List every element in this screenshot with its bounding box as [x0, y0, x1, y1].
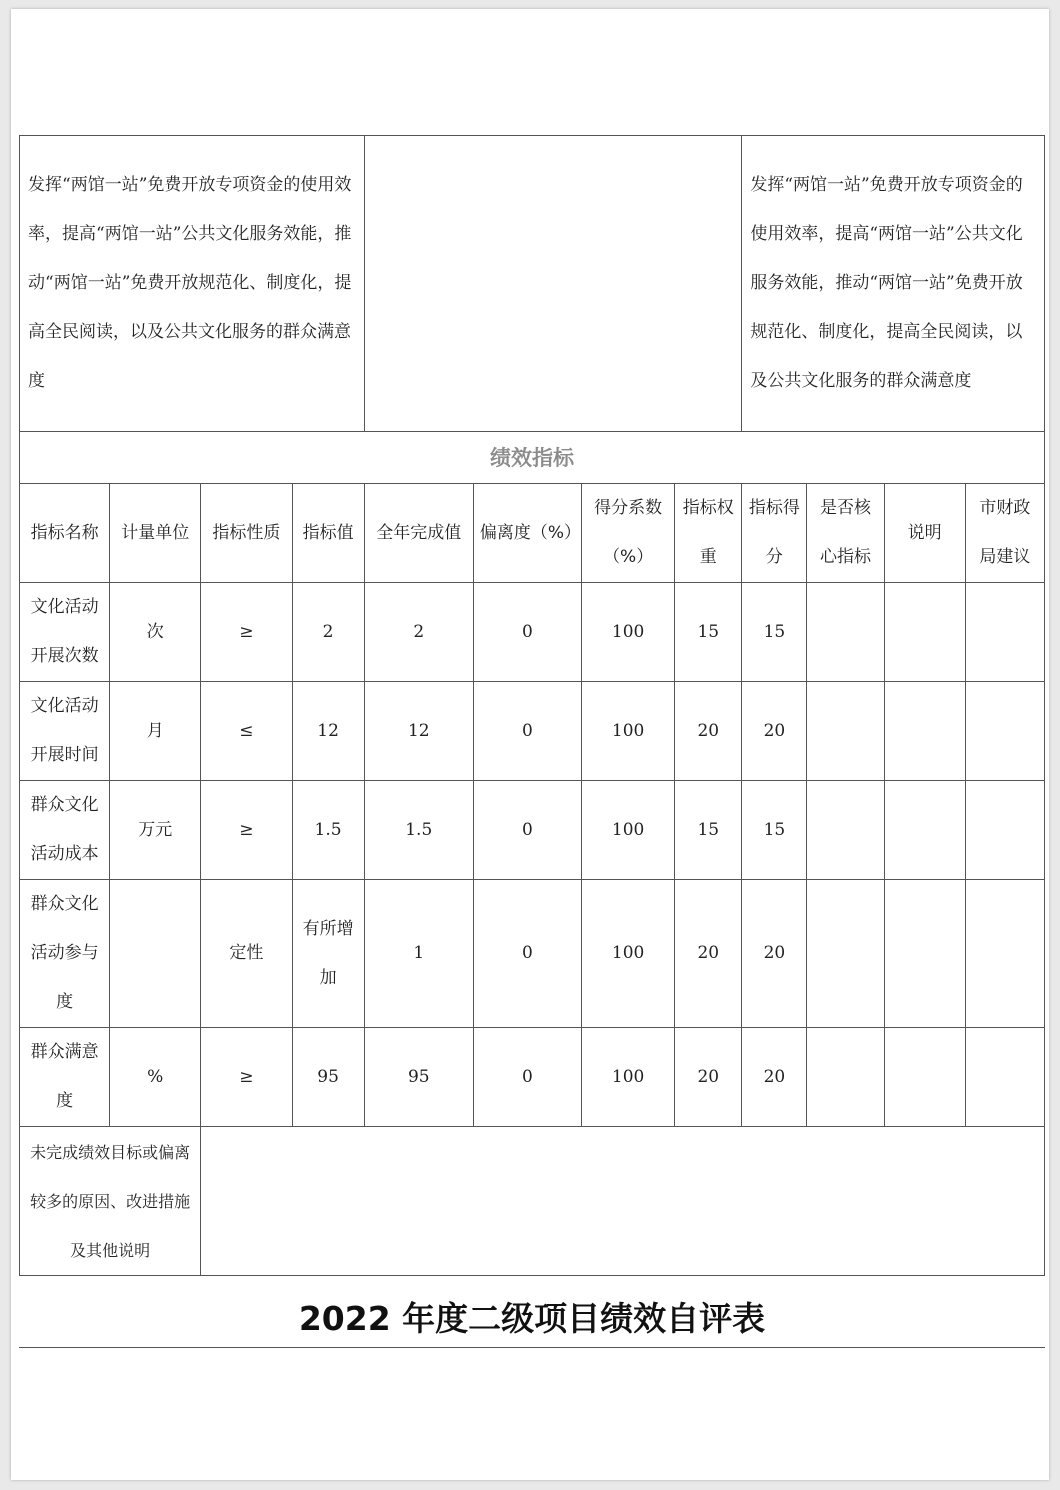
- indicator-name: 群众文化活动成本: [20, 781, 110, 880]
- document-title: 2022 年度二级项目绩效自评表: [298, 1299, 766, 1338]
- nature-cell: ≥: [201, 781, 292, 880]
- weight-cell: 20: [675, 682, 742, 781]
- coef-cell: 100: [582, 583, 675, 682]
- table-row: [20, 880, 1045, 1028]
- score-cell: 20: [742, 1028, 807, 1127]
- core-cell: [807, 1028, 884, 1127]
- table-row: [20, 1028, 1045, 1127]
- table-row: [20, 682, 1045, 781]
- unit-cell: [110, 880, 201, 1028]
- header-cell: 说明: [884, 484, 965, 583]
- section-title: 绩效指标: [20, 432, 1045, 484]
- advice-cell: [965, 880, 1044, 1028]
- advice-cell: [965, 583, 1044, 682]
- nature-cell: 定性: [201, 880, 292, 1028]
- nature-cell: ≥: [201, 1028, 292, 1127]
- remarks-label: 未完成绩效目标或偏离较多的原因、改进措施及其他说明: [20, 1127, 201, 1276]
- header-cell: 指标名称: [20, 484, 110, 583]
- core-cell: [807, 880, 884, 1028]
- indicator-name: 群众文化活动参与度: [20, 880, 110, 1028]
- remarks-row: [20, 1127, 1045, 1276]
- target-cell: 有所增加: [292, 880, 364, 1028]
- header-row: [20, 484, 1045, 583]
- header-cell: 得分系数（%）: [582, 484, 675, 583]
- actual-cell: 1: [364, 880, 473, 1028]
- deviation-cell: 0: [473, 583, 581, 682]
- note-cell: [884, 583, 965, 682]
- actual-cell: 2: [364, 583, 473, 682]
- header-cell: 偏离度（%）: [473, 484, 581, 583]
- core-cell: [807, 781, 884, 880]
- core-cell: [807, 682, 884, 781]
- header-cell: 市财政局建议: [965, 484, 1044, 583]
- deviation-cell: 0: [473, 1028, 581, 1127]
- advice-cell: [965, 682, 1044, 781]
- weight-cell: 15: [675, 781, 742, 880]
- weight-cell: 15: [675, 583, 742, 682]
- deviation-cell: 0: [473, 781, 581, 880]
- header-cell: 指标值: [292, 484, 364, 583]
- table-row: [20, 583, 1045, 682]
- performance-table: [19, 135, 1045, 1276]
- indicator-name: 群众满意度: [20, 1028, 110, 1127]
- coef-cell: 100: [582, 682, 675, 781]
- section-row: [20, 432, 1045, 484]
- unit-cell: 月: [110, 682, 201, 781]
- actual-cell: 95: [364, 1028, 473, 1127]
- unit-cell: 次: [110, 583, 201, 682]
- coef-cell: 100: [582, 1028, 675, 1127]
- header-cell: 计量单位: [110, 484, 201, 583]
- advice-cell: [965, 1028, 1044, 1127]
- target-cell: 12: [292, 682, 364, 781]
- goal-actual: 发挥“两馆一站”免费开放专项资金的使用效率，提高“两馆一站”公共文化服务效能，推动“两馆一站”免费开放规范化、制度化，提高全民阅读，以及公共文化服务的群众满意度: [742, 136, 1045, 432]
- actual-cell: 1.5: [364, 781, 473, 880]
- document-page: [11, 9, 1049, 1480]
- goal-planned: 发挥“两馆一站”免费开放专项资金的使用效率，提高“两馆一站”公共文化服务效能，推动“两馆一站”免费开放规范化、制度化，提高全民阅读，以及公共文化服务的群众满意度: [20, 136, 365, 432]
- remarks-value: [201, 1127, 1045, 1276]
- note-cell: [884, 682, 965, 781]
- deviation-cell: 0: [473, 682, 581, 781]
- indicator-name: 文化活动开展次数: [20, 583, 110, 682]
- header-cell: 全年完成值: [364, 484, 473, 583]
- note-cell: [884, 781, 965, 880]
- nature-cell: ≤: [201, 682, 292, 781]
- actual-cell: 12: [364, 682, 473, 781]
- header-cell: 是否核心指标: [807, 484, 884, 583]
- deviation-cell: 0: [473, 880, 581, 1028]
- weight-cell: 20: [675, 880, 742, 1028]
- header-cell: 指标得分: [742, 484, 807, 583]
- score-cell: 15: [742, 781, 807, 880]
- nature-cell: ≥: [201, 583, 292, 682]
- unit-cell: %: [110, 1028, 201, 1127]
- unit-cell: 万元: [110, 781, 201, 880]
- goal-empty-cell: [364, 136, 742, 432]
- weight-cell: 20: [675, 1028, 742, 1127]
- advice-cell: [965, 781, 1044, 880]
- header-cell: 指标权重: [675, 484, 742, 583]
- indicator-name: 文化活动开展时间: [20, 682, 110, 781]
- table-row: [20, 781, 1045, 880]
- target-cell: 95: [292, 1028, 364, 1127]
- header-cell: 指标性质: [201, 484, 292, 583]
- score-cell: 15: [742, 583, 807, 682]
- goal-row: [20, 136, 1045, 432]
- target-cell: 2: [292, 583, 364, 682]
- coef-cell: 100: [582, 781, 675, 880]
- title-divider: [19, 1347, 1045, 1348]
- score-cell: 20: [742, 880, 807, 1028]
- note-cell: [884, 1028, 965, 1127]
- note-cell: [884, 880, 965, 1028]
- coef-cell: 100: [582, 880, 675, 1028]
- target-cell: 1.5: [292, 781, 364, 880]
- core-cell: [807, 583, 884, 682]
- score-cell: 20: [742, 682, 807, 781]
